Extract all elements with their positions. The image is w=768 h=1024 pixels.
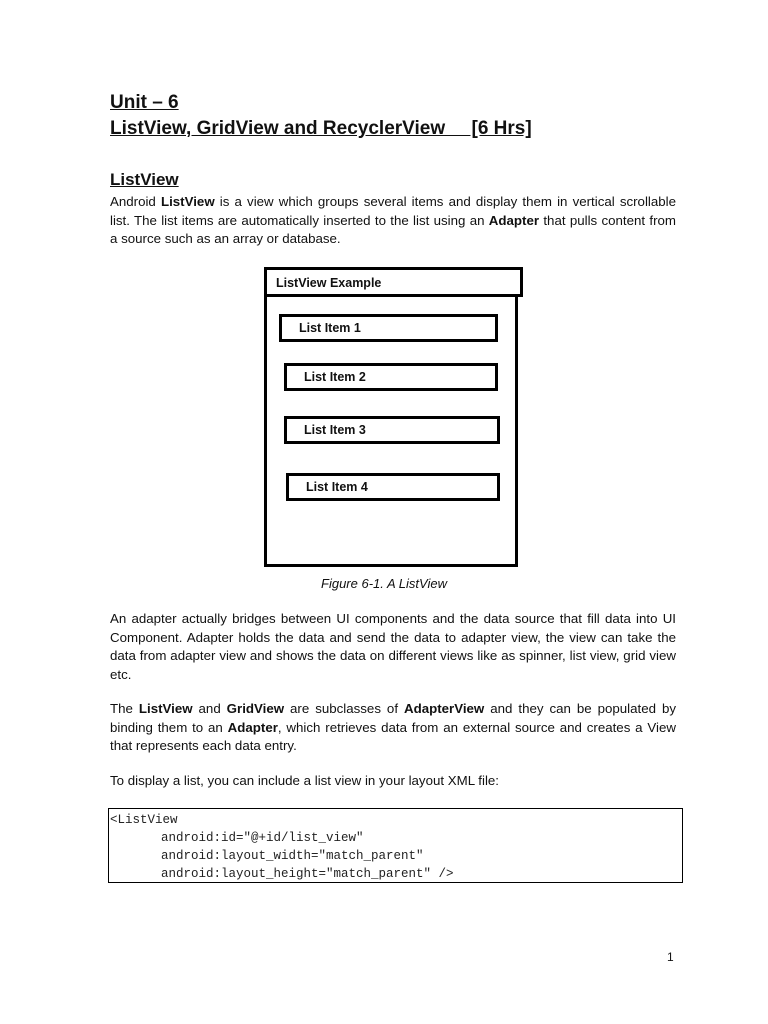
- listview-mockup-item: [279, 314, 498, 342]
- listview-mockup-title: ListView Example: [276, 276, 382, 290]
- chapter-title: ListView, GridView and RecyclerView [6 Hrs]: [110, 118, 532, 139]
- listview-mockup-item: [286, 473, 500, 501]
- section-heading: ListView: [110, 170, 179, 189]
- listview-mockup-item: [284, 416, 500, 444]
- bold-term: ListView: [138, 701, 193, 716]
- code-line: android:layout_width="match_parent": [161, 849, 424, 863]
- list-item-label: List Item 4: [306, 480, 368, 494]
- listview-mockup-item: [284, 363, 498, 391]
- code-block: [108, 808, 683, 883]
- code-line: android:id="@+id/list_view": [161, 831, 364, 845]
- unit-title: Unit – 6: [110, 92, 179, 113]
- figure-caption: Figure 6-1. A ListView: [321, 576, 447, 591]
- adapterview-paragraph: The ListView and GridView are subclasses of AdapterView and they can be populated by binding them to an Adapter, which retrieves data from an external source and creates a View that represents each data entry.: [110, 701, 676, 753]
- bold-term: GridView: [226, 701, 285, 716]
- adapter-paragraph: An adapter actually bridges between UI components and the data source that fill data into UI Component. Adapter holds the data and send the data to adapter view, the view can take the data from adapter view and shows the data on different views like as spinner, list view, grid view etc.: [110, 611, 676, 682]
- bold-term: Adapter: [488, 212, 540, 228]
- bold-term: Adapter: [227, 719, 278, 735]
- code-line: <ListView: [110, 813, 178, 827]
- bold-term: ListView: [160, 194, 215, 209]
- list-item-label: List Item 1: [299, 321, 361, 335]
- bold-term: AdapterView: [403, 701, 485, 716]
- code-line: android:layout_height="match_parent" />: [161, 867, 454, 881]
- list-item-label: List Item 3: [304, 423, 366, 437]
- page-number: 1: [667, 950, 674, 964]
- intro-paragraph: Android ListView is a view which groups several items and display them in vertical scrollable list. The list items are automatically inserted to the list using an Adapter that pulls content from a source such as an array or database.: [110, 194, 676, 246]
- list-item-label: List Item 2: [304, 370, 366, 384]
- layout-xml-paragraph: To display a list, you can include a list view in your layout XML file:: [110, 773, 499, 788]
